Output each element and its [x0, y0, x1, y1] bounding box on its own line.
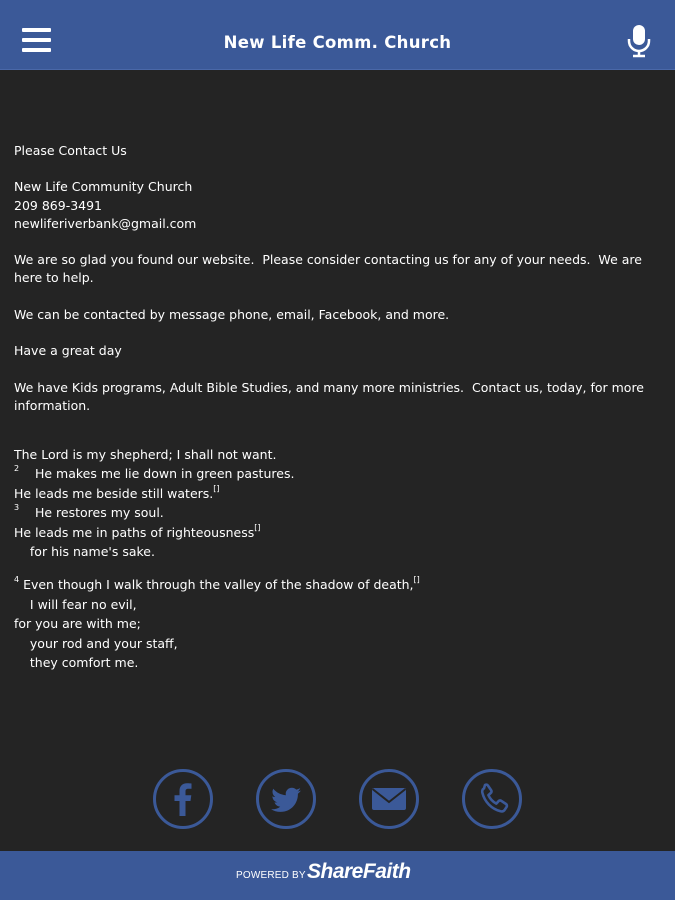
psalm-text: [14, 445, 664, 672]
app-header: [0, 0, 675, 70]
psalm-line: He leads me in paths of righteousness[]: [14, 522, 261, 540]
org-name: New Life Community Church: [14, 179, 193, 195]
psalm-line: I will fear no evil,: [14, 596, 137, 612]
footnote-link[interactable]: []: [254, 522, 261, 532]
phone-number[interactable]: 209 869-3491: [14, 197, 103, 213]
contact-methods-paragraph: We can be contacted by message phone, email, Facebook, and more.: [14, 306, 450, 322]
greeting-paragraph: Have a great day: [14, 343, 122, 359]
social-links: [0, 769, 675, 831]
contact-content: [14, 142, 664, 672]
verse-number: 3: [14, 503, 20, 513]
verse-number: 2: [14, 464, 20, 474]
ministries-paragraph: We have Kids programs, Adult Bible Studies, and many more ministries. Contact us, today, for more information.: [14, 379, 648, 413]
psalm-line: for his name's sake.: [14, 544, 155, 559]
contact-heading: Please Contact Us: [14, 143, 127, 158]
psalm-line: they comfort me.: [14, 655, 139, 671]
email-icon[interactable]: [359, 769, 419, 829]
psalm-line: $^4$ Even though I walk through the valley of the shadow of death,[]: [14, 575, 420, 593]
welcome-paragraph: We are so glad you found our website. Please consider contacting us for any of your needs. We are here to help.: [14, 252, 646, 286]
psalm-line: He leads me beside still waters.[]: [14, 483, 220, 501]
email-address[interactable]: newliferiverbank@gmail.com: [14, 215, 197, 231]
verse-number: 4: [14, 575, 20, 585]
psalm-line: $^3$ He restores my soul.: [14, 503, 164, 521]
psalm-line: $^2$ He makes me lie down in green pastures.: [14, 464, 295, 482]
psalm-line: your rod and your staff,: [14, 635, 178, 651]
microphone-icon[interactable]: [624, 24, 654, 58]
footnote-link[interactable]: []: [413, 575, 420, 585]
facebook-icon[interactable]: [153, 769, 213, 829]
footnote-link[interactable]: []: [213, 483, 220, 493]
page-title: New Life Comm. Church: [223, 33, 452, 52]
phone-icon[interactable]: [462, 769, 522, 829]
sharefaith-logo[interactable]: ShareFaith: [307, 860, 411, 883]
powered-by-label: POWERED BY: [236, 870, 306, 881]
twitter-icon[interactable]: [256, 769, 316, 829]
psalm-line: for you are with me;: [14, 616, 141, 632]
psalm-line: The Lord is my shepherd; I shall not want.: [14, 446, 277, 462]
